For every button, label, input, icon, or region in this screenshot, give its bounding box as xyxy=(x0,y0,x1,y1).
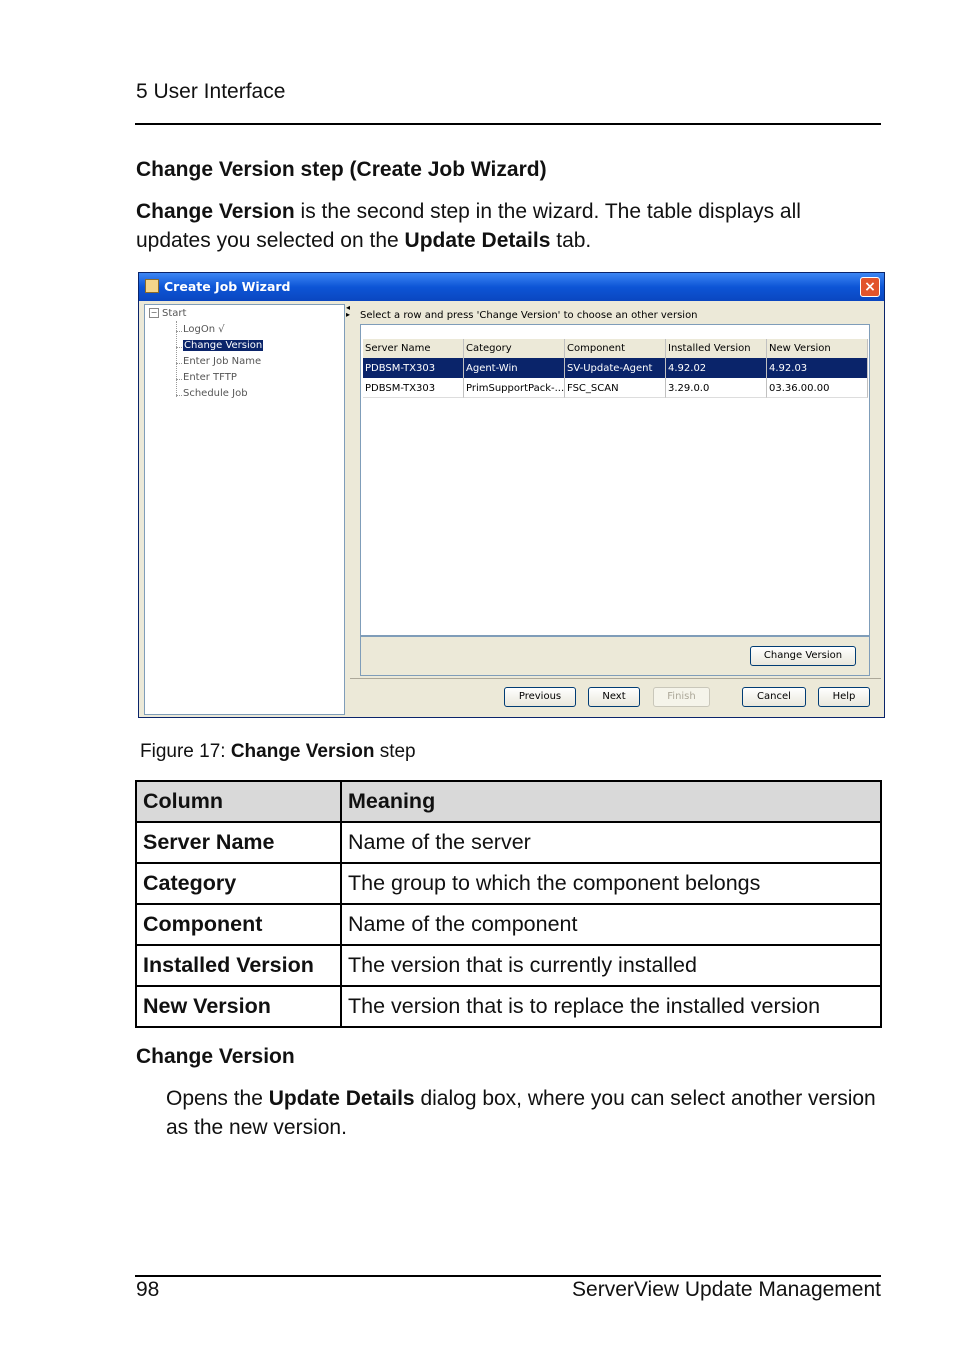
help-button[interactable]: Help xyxy=(818,687,870,707)
change-version-button[interactable]: Change Version xyxy=(750,646,856,666)
tree-connector xyxy=(176,321,178,397)
column-meaning-table xyxy=(135,780,882,1028)
term-cell: New Version xyxy=(136,986,341,1027)
meaning-cell: Name of the server xyxy=(341,822,881,863)
table-cell: 03.36.00.00 xyxy=(767,378,868,398)
column-header-category[interactable]: Category xyxy=(464,339,565,359)
meaning-cell: Name of the component xyxy=(341,904,881,945)
change-version-heading: Change Version xyxy=(136,1045,295,1068)
table-row xyxy=(136,822,881,863)
intro-paragraph xyxy=(136,197,856,255)
intro-bold-update-details: Update Details xyxy=(404,229,551,252)
finish-button[interactable]: Finish xyxy=(653,687,710,707)
table-row xyxy=(136,945,881,986)
caption-bold: Change Version xyxy=(230,741,375,762)
figure-caption xyxy=(140,741,416,763)
tree-item-label: LogOn √ xyxy=(183,324,225,335)
table-cell: SV-Update-Agent xyxy=(565,358,666,378)
desc-bold: Update Details xyxy=(268,1087,415,1110)
tree-item-label: Enter TFTP xyxy=(183,372,237,383)
tree-item-change-version[interactable] xyxy=(183,340,263,351)
change-version-description xyxy=(166,1084,881,1142)
table-row xyxy=(136,863,881,904)
table-row[interactable] xyxy=(363,378,868,398)
term-cell: Server Name xyxy=(136,822,341,863)
term-cell: Installed Version xyxy=(136,945,341,986)
create-job-wizard-window xyxy=(138,272,885,718)
header-rule xyxy=(135,123,881,125)
table-header-row xyxy=(363,339,868,359)
header-column: Column xyxy=(136,781,341,822)
instruction-text: Select a row and press 'Change Version' to choose an other version xyxy=(360,310,698,321)
table-cell: PDBSM-TX303 xyxy=(363,378,464,398)
section-title: Change Version step (Create Job Wizard) xyxy=(136,158,547,181)
change-version-panel xyxy=(360,636,870,676)
wizard-steps-tree xyxy=(144,304,345,715)
term-cell: Component xyxy=(136,904,341,945)
tree-item-label: Change Version xyxy=(184,340,263,351)
table-cell: 4.92.02 xyxy=(666,358,767,378)
table-row xyxy=(136,986,881,1027)
chapter-header: 5 User Interface xyxy=(136,80,286,103)
close-button[interactable] xyxy=(860,277,880,297)
page-number: 98 xyxy=(136,1278,160,1301)
intro-text-1: is the second step in the wizard. The table displays all updates you selected on the xyxy=(136,200,801,252)
table-cell: 4.92.03 xyxy=(767,358,868,378)
tree-item-label: Schedule Job xyxy=(183,388,248,399)
previous-button[interactable]: Previous xyxy=(504,687,576,707)
window-title: Create Job Wizard xyxy=(164,279,291,294)
intro-bold-change-version: Change Version xyxy=(136,200,295,223)
footer-title: ServerView Update Management xyxy=(572,1278,881,1301)
tree-item-label: Enter Job Name xyxy=(183,356,262,367)
tree-item-enter-job-name[interactable] xyxy=(183,356,261,367)
term-cell: Category xyxy=(136,863,341,904)
meaning-cell: The version that is to replace the installed version xyxy=(341,986,881,1027)
table-cell: 3.29.0.0 xyxy=(666,378,767,398)
table-row[interactable] xyxy=(363,358,868,378)
caption-prefix: Figure 17: xyxy=(140,741,231,762)
wizard-app-icon xyxy=(145,279,159,293)
table-cell: PrimSupportPack-... xyxy=(464,378,565,398)
next-button[interactable]: Next xyxy=(588,687,640,707)
table-header-row xyxy=(136,781,881,822)
column-header-component[interactable]: Component xyxy=(565,339,666,359)
updates-table xyxy=(360,324,870,636)
button-bar-separator xyxy=(350,678,881,679)
close-icon: × xyxy=(864,279,876,295)
collapse-icon[interactable]: − xyxy=(150,308,158,317)
tree-item-enter-tftp[interactable] xyxy=(183,372,237,383)
tree-item-schedule-job[interactable] xyxy=(183,388,248,399)
column-header-installed-version[interactable]: Installed Version xyxy=(666,339,767,359)
column-header-server-name[interactable]: Server Name xyxy=(363,339,464,359)
table-cell: FSC_SCAN xyxy=(565,378,666,398)
tree-item-logon[interactable] xyxy=(183,324,225,335)
header-meaning: Meaning xyxy=(341,781,881,822)
caption-suffix: step xyxy=(374,741,416,762)
tree-root-label: Start xyxy=(162,308,187,319)
intro-text-2: tab. xyxy=(550,229,592,252)
desc-text-1: Opens the xyxy=(166,1087,269,1110)
table-cell: Agent-Win xyxy=(464,358,565,378)
desc-text-2: dialog box, where you can select another version as the new version. xyxy=(166,1087,876,1139)
window-titlebar[interactable] xyxy=(139,273,884,301)
meaning-cell: The version that is currently installed xyxy=(341,945,881,986)
table-row xyxy=(136,904,881,945)
column-header-new-version[interactable]: New Version xyxy=(767,339,868,359)
tree-root[interactable] xyxy=(149,308,186,319)
splitter-arrows-icon[interactable]: ◂ ▸ xyxy=(346,303,351,319)
meaning-cell: The group to which the component belongs xyxy=(341,863,881,904)
wizard-content xyxy=(350,304,881,680)
table-cell: PDBSM-TX303 xyxy=(363,358,464,378)
cancel-button[interactable]: Cancel xyxy=(742,687,806,707)
footer-rule xyxy=(135,1275,881,1277)
